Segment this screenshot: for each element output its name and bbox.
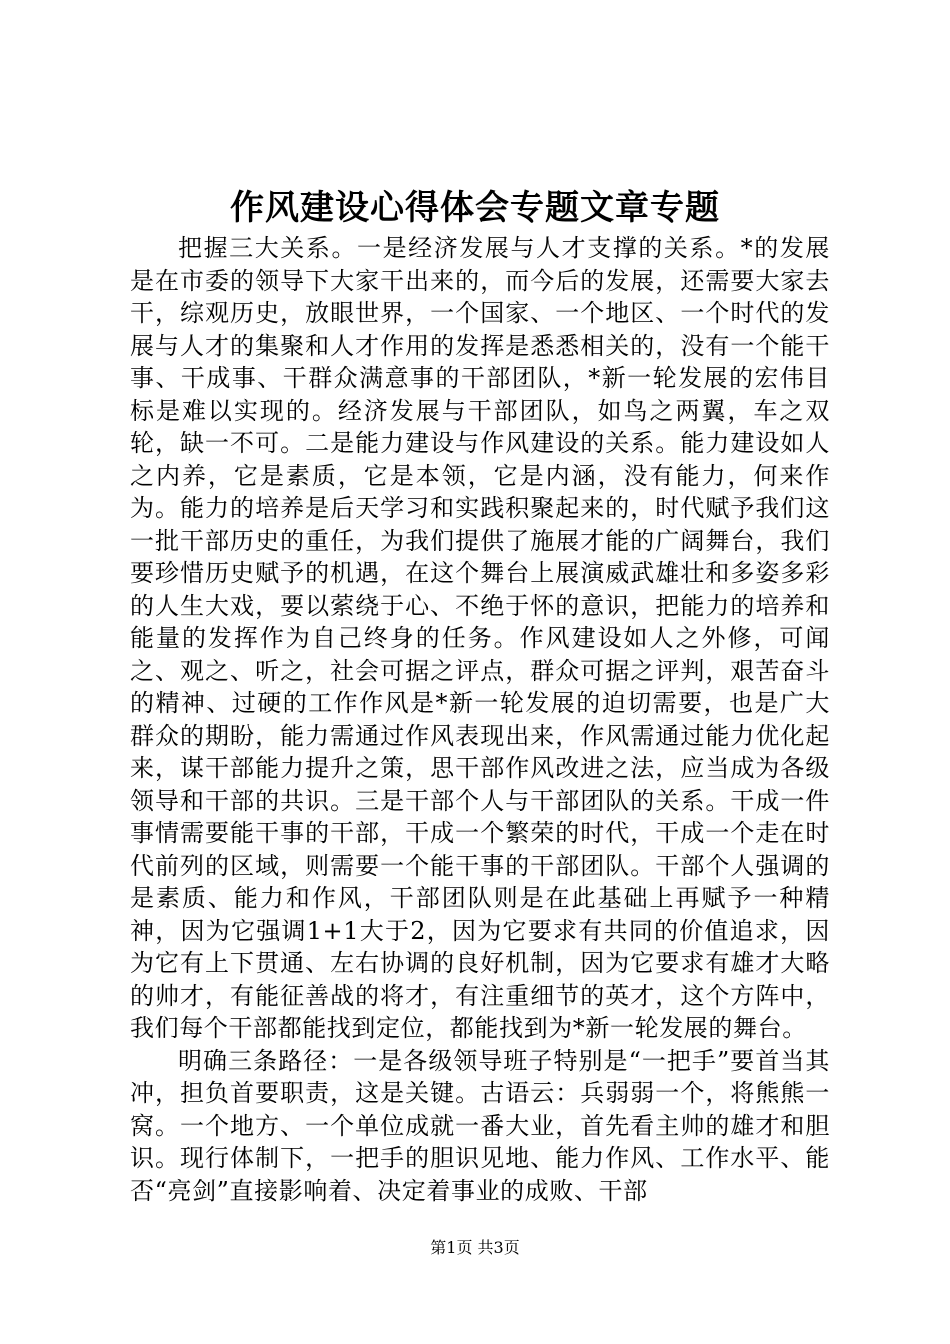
page-number-footer: 第1页 共3页 [430,1238,520,1257]
paragraph-1: 把握三大关系。一是经济发展与人才支撑的关系。*的发展是在市委的领导下大家干出来的，而今后的发展，还需要大家去干，综观历史，放眼世界，一个国家、一个地区、一个时代的发展与人才的集聚和人才作用的发挥是悉悉相关的，没有一个能干事、干成事、干群众满意事的干部团队，*新一轮发展的宏伟目标是难以实现的。经济发展与干部团队，如鸟之两翼，车之双轮，缺一不可。二是能力建设与作风建设的关系。能力建设如人之内养，它是素质，它是本领，它是内涵，没有能力，何来作为。能力的培养是后天学习和实践积聚起来的，时代赋予我们这一批干部历史的重任，为我们提供了施展才能的广阔舞台，我们要珍惜历史赋予的机遇，在这个舞台上展演威武雄壮和多姿多彩的人生大戏，要以萦绕于心、不绝于怀的意识，把能力的培养和能量的发挥作为自己终身的任务。作风建设如人之外修，可闻之、观之、听之，社会可据之评点，群众可据之评判，艰苦奋斗的精神、过硬的工作作风是*新一轮发展的迫切需要，也是广大群众的期盼，能力需通过作风表现出来，作风需通过能力优化起来，谋干部能力提升之策，思干部作风改进之法，应当成为各级领导和干部的共识。三是干部个人与干部团队的关系。干成一件事情需要能干事的干部，干成一个繁荣的时代，干成一个走在时代前列的区域，则需要一个能干事的干部团队。干部个人强调的是素质、能力和作风，干部团队则是在此基础上再赋予一种精神，因为它强调1+1大于2，因为它要求有共同的价值追求，因为它有上下贯通、左右协调的良好机制，因为它要求有雄才大略的帅才，有能征善战的将才，有注重细节的英才，这个方阵中，我们每个干部都能找到定位，都能找到为*新一轮发展的舞台。 [130,234,830,1042]
document-body [130,232,830,1207]
paragraph-2: 明确三条路径：一是各级领导班子特别是“一把手”要首当其冲，担负首要职责，这是关键。古语云：兵弱弱一个，将熊熊一窝。一个地方、一个单位成就一番大业，首先看主帅的雄才和胆识。现行体制下，一把手的胆识见地、能力作风、工作水平、能否“亮剑”直接影响着、决定着事业的成败、干部 [130,1046,830,1205]
document-title: 作风建设心得体会专题文章专题 [230,188,720,228]
